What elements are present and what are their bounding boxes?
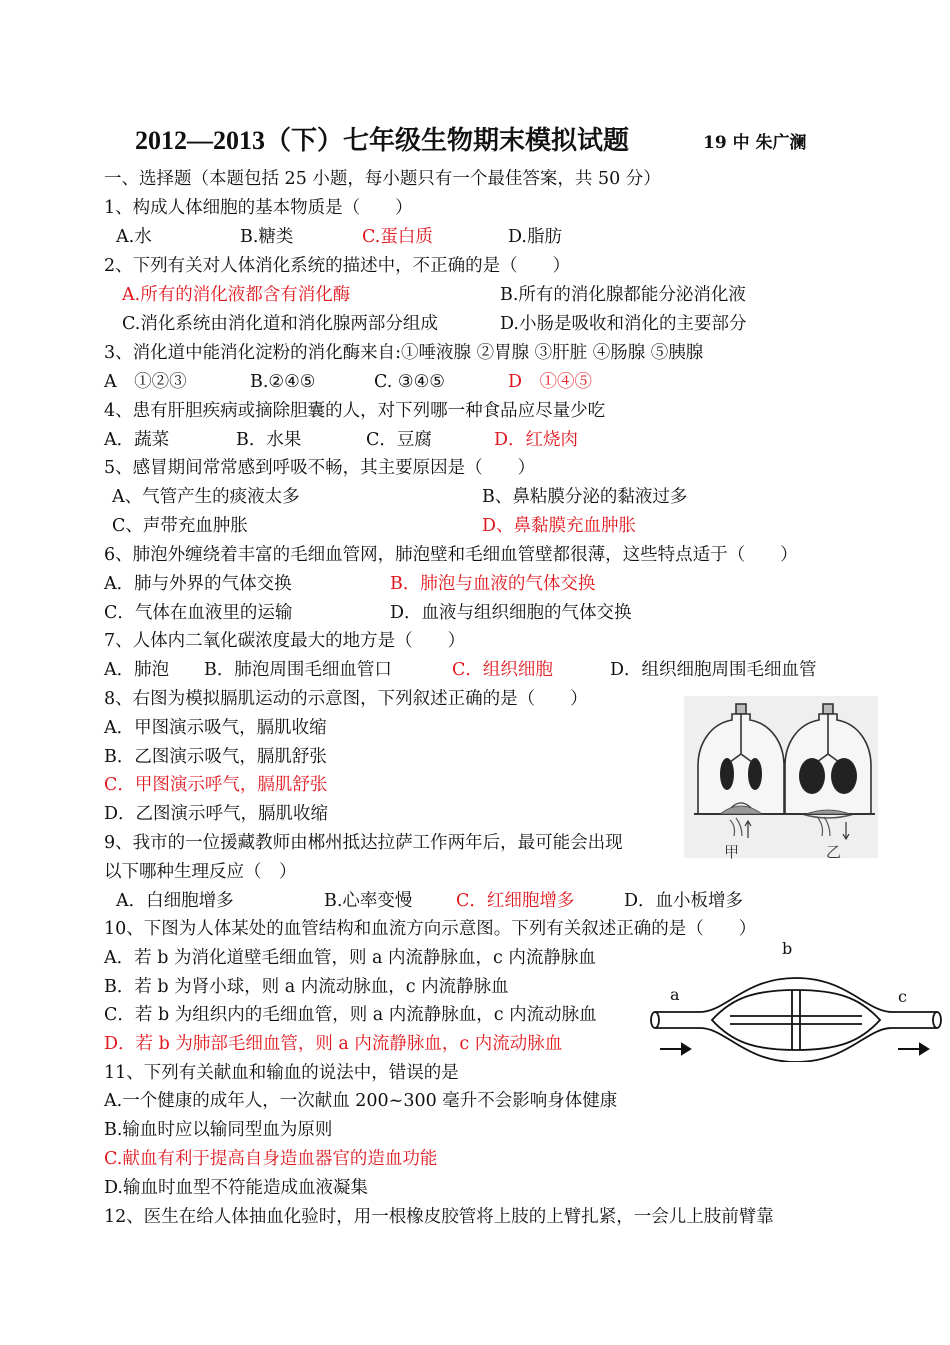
q4-option-d-answer: D．红烧肉 [494, 430, 579, 450]
figure-label-b: b [782, 939, 793, 958]
q8-stem: 8、右图为模拟膈肌运动的示意图，下列叙述正确的是（ ） [104, 689, 588, 709]
q3-option-c: C. ③④⑤ [374, 372, 445, 392]
q1-option-c-answer: C.蛋白质 [362, 227, 433, 247]
q1-option-b: B.糖类 [240, 227, 294, 247]
q4-option-a: A．蔬菜 [104, 430, 170, 450]
q7-option-d: D．组织细胞周围毛细血管 [610, 660, 817, 680]
q8-option-b: B．乙图演示吸气，膈肌舒张 [104, 747, 327, 767]
q2-option-a-answer: A.所有的消化液都含有消化酶 [122, 285, 351, 305]
q8-option-d: D．乙图演示呼气，膈肌收缩 [104, 804, 329, 824]
q7-option-b: B．肺泡周围毛细血管口 [204, 660, 392, 680]
q11-option-c-answer: C.献血有利于提高自身造血器官的造血功能 [104, 1149, 438, 1169]
q10-option-c: C．若 b 为组织内的毛细血管，则 a 内流静脉血，c 内流动脉血 [104, 1005, 597, 1025]
q5-option-d-answer: D、鼻黏膜充血肿胀 [482, 516, 637, 536]
q10-option-d-answer: D．若 b 为肺部毛细血管，则 a 内流静脉血，c 内流动脉血 [104, 1034, 563, 1054]
diaphragm-model-figure [684, 696, 878, 858]
q11-stem: 11、下列有关献血和输血的说法中，错误的是 [104, 1063, 459, 1083]
q10-option-b: B．若 b 为肾小球，则 a 内流动脉血，c 内流静脉血 [104, 977, 509, 997]
q6-option-b-answer: B．肺泡与血液的气体交换 [390, 574, 596, 594]
q11-option-a: A.一个健康的成年人，一次献血 200~300 毫升不会影响身体健康 [104, 1091, 618, 1111]
q3-stem: 3、消化道中能消化淀粉的消化酶来自:①唾液腺 ②胃腺 ③肝脏 ④肠腺 ⑤胰腺 [104, 343, 704, 363]
q8-option-a: A．甲图演示吸气，膈肌收缩 [104, 718, 327, 738]
q12-stem: 12、医生在给人体抽血化验时，用一根橡皮胶管将上肢的上臂扎紧，一会儿上肢前臂靠 [104, 1207, 774, 1227]
q2-option-c: C.消化系统由消化道和消化腺两部分组成 [122, 314, 438, 334]
q5-option-c: C、声带充血肿胀 [112, 516, 248, 536]
q7-option-a: A．肺泡 [104, 660, 170, 680]
section-heading: 一、选择题（本题包括 25 小题，每小题只有一个最佳答案，共 50 分） [104, 169, 661, 189]
page-title: 2012—2013（下）七年级生物期末模拟试题 [135, 126, 630, 155]
q1-option-a: A.水 [116, 227, 152, 247]
q1-stem: 1、构成人体细胞的基本物质是（ ） [104, 198, 413, 218]
q6-option-c: C．气体在血液里的运输 [104, 603, 293, 623]
q7-stem: 7、人体内二氧化碳浓度最大的地方是（ ） [104, 631, 466, 651]
bell-jar-illustration [684, 696, 878, 858]
q10-stem: 10、下图为人体某处的血管结构和血流方向示意图。下列有关叙述正确的是（ ） [104, 919, 757, 939]
q2-option-d: D.小肠是吸收和消化的主要部分 [500, 314, 747, 334]
q11-option-d: D.输血时血型不符能造成血液凝集 [104, 1178, 368, 1198]
q6-option-a: A．肺与外界的气体交换 [104, 574, 292, 594]
q4-stem: 4、患有肝胆疾病或摘除胆囊的人，对下列哪一种食品应尽量少吃 [104, 401, 606, 421]
q6-option-d: D．血液与组织细胞的气体交换 [390, 603, 632, 623]
q9-stem-line1: 9、我市的一位援藏教师由郴州抵达拉萨工作两年后，最可能会出现 [104, 833, 623, 853]
figure-label-c: c [898, 987, 907, 1006]
q3-option-d-answer: D ①④⑤ [508, 372, 593, 392]
q7-option-c-answer: C．组织细胞 [452, 660, 553, 680]
author: 19 中 朱广澜 [703, 133, 807, 153]
q11-option-b: B.输血时应以输同型血为原则 [104, 1120, 333, 1140]
q5-stem: 5、感冒期间常常感到呼吸不畅，其主要原因是（ ） [104, 458, 536, 478]
q5-option-b: B、鼻粘膜分泌的黏液过多 [482, 487, 688, 507]
q4-option-c: C．豆腐 [366, 430, 432, 450]
q10-option-a: A．若 b 为消化道壁毛细血管，则 a 内流静脉血，c 内流静脉血 [104, 948, 596, 968]
q2-option-b: B.所有的消化腺都能分泌消化液 [500, 285, 746, 305]
q9-option-d: D．血小板增多 [624, 891, 744, 911]
q5-option-a: A、气管产生的痰液太多 [112, 487, 300, 507]
q1-option-d: D.脂肪 [508, 227, 562, 247]
q9-option-b: B.心率变慢 [324, 891, 413, 911]
q8-option-c-answer: C．甲图演示呼气，膈肌舒张 [104, 775, 328, 795]
q9-option-a: A．白细胞增多 [116, 891, 234, 911]
figure-label-yi: 乙 [826, 843, 842, 861]
q9-stem-line2: 以下哪种生理反应（ ） [104, 862, 297, 882]
q6-stem: 6、肺泡外缠绕着丰富的毛细血管网，肺泡壁和毛细血管壁都很薄，这些特点适于（ ） [104, 545, 798, 565]
q2-stem: 2、下列有关对人体消化系统的描述中，不正确的是（ ） [104, 256, 571, 276]
q4-option-b: B．水果 [236, 430, 302, 450]
figure-label-a: a [670, 985, 680, 1004]
q9-option-c-answer: C．红细胞增多 [456, 891, 575, 911]
figure-label-jia: 甲 [724, 843, 740, 861]
q3-option-a: A ①②③ [104, 372, 187, 392]
q3-option-b: B.②④⑤ [250, 372, 316, 392]
